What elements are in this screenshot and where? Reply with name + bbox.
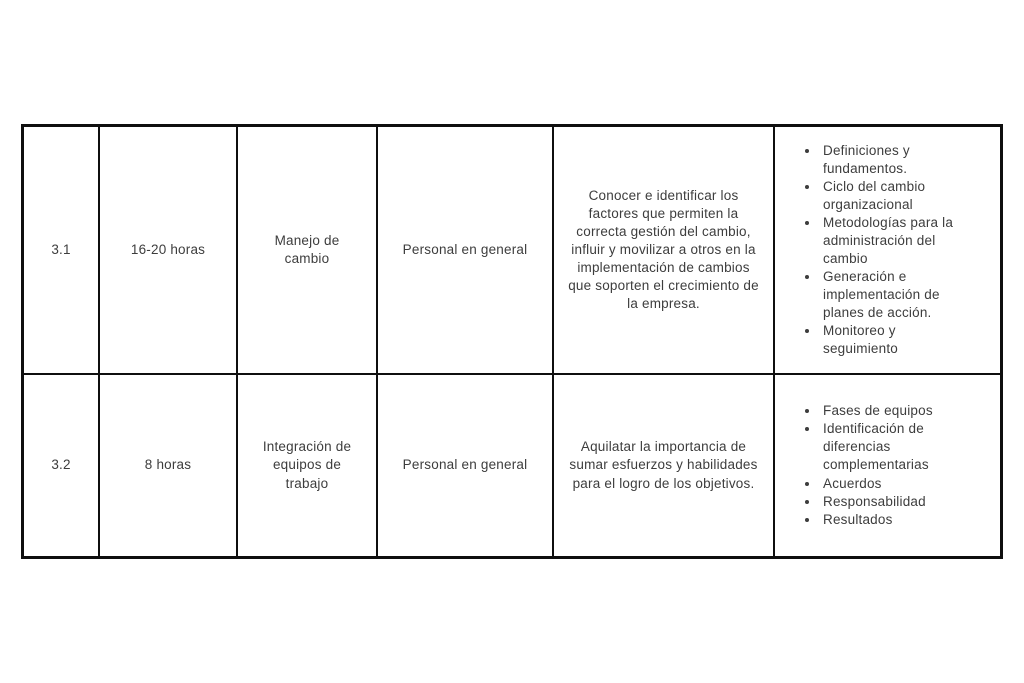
cell-audience [378, 127, 554, 375]
course-table [21, 124, 1003, 559]
objective-text: Conocer e identificar los factores que permiten la correcta gestión del cambio, influir y movilizar a otros en la implementación de cambios que soporten el crecimiento de la empresa. [568, 187, 759, 312]
topic-item: • Monitoreo y seguimiento [820, 322, 973, 358]
audience-text: Personal en general [402, 457, 528, 473]
cell-topics [775, 127, 1000, 375]
cell-duration [100, 375, 238, 556]
topic-item: • Generación e implementación de planes de acción. [820, 268, 973, 322]
cell-item-number [24, 127, 100, 375]
topic-item: • Ciclo del cambio organizacional [820, 178, 973, 214]
topic-item: • Metodologías para la administración del cambio [820, 214, 973, 268]
course-name-text: Manejo de cambio [274, 232, 340, 266]
cell-objective [554, 375, 775, 556]
topic-item: • Responsabilidad [820, 493, 973, 511]
cell-course-name [238, 375, 378, 556]
audience-text: Personal en general [402, 241, 528, 257]
cell-duration [100, 127, 238, 375]
cell-course-name [238, 127, 378, 375]
topic-item: • Resultados [820, 511, 973, 529]
objective-text: Aquilatar la importancia de sumar esfuerzos y habilidades para el logro de los objetivos. [569, 439, 758, 491]
course-table-grid [24, 127, 1000, 556]
topic-item: • Fases de equipos [820, 402, 973, 420]
course-name-text: Integración de equipos de trabajo [262, 439, 352, 491]
cell-item-number [24, 375, 100, 556]
topic-item: • Definiciones y fundamentos. [820, 142, 973, 178]
cell-audience [378, 375, 554, 556]
cell-topics [775, 375, 1000, 556]
item-number-text: 3.1 [51, 241, 71, 257]
topics-list [801, 402, 973, 529]
topic-item: • Identificación de diferencias complementarias [820, 420, 973, 474]
cell-objective [554, 127, 775, 375]
topics-list [801, 142, 973, 359]
item-number-text: 3.2 [51, 457, 71, 473]
topic-item: • Acuerdos [820, 475, 973, 493]
duration-text: 16-20 horas [130, 241, 206, 257]
duration-text: 8 horas [144, 457, 192, 473]
